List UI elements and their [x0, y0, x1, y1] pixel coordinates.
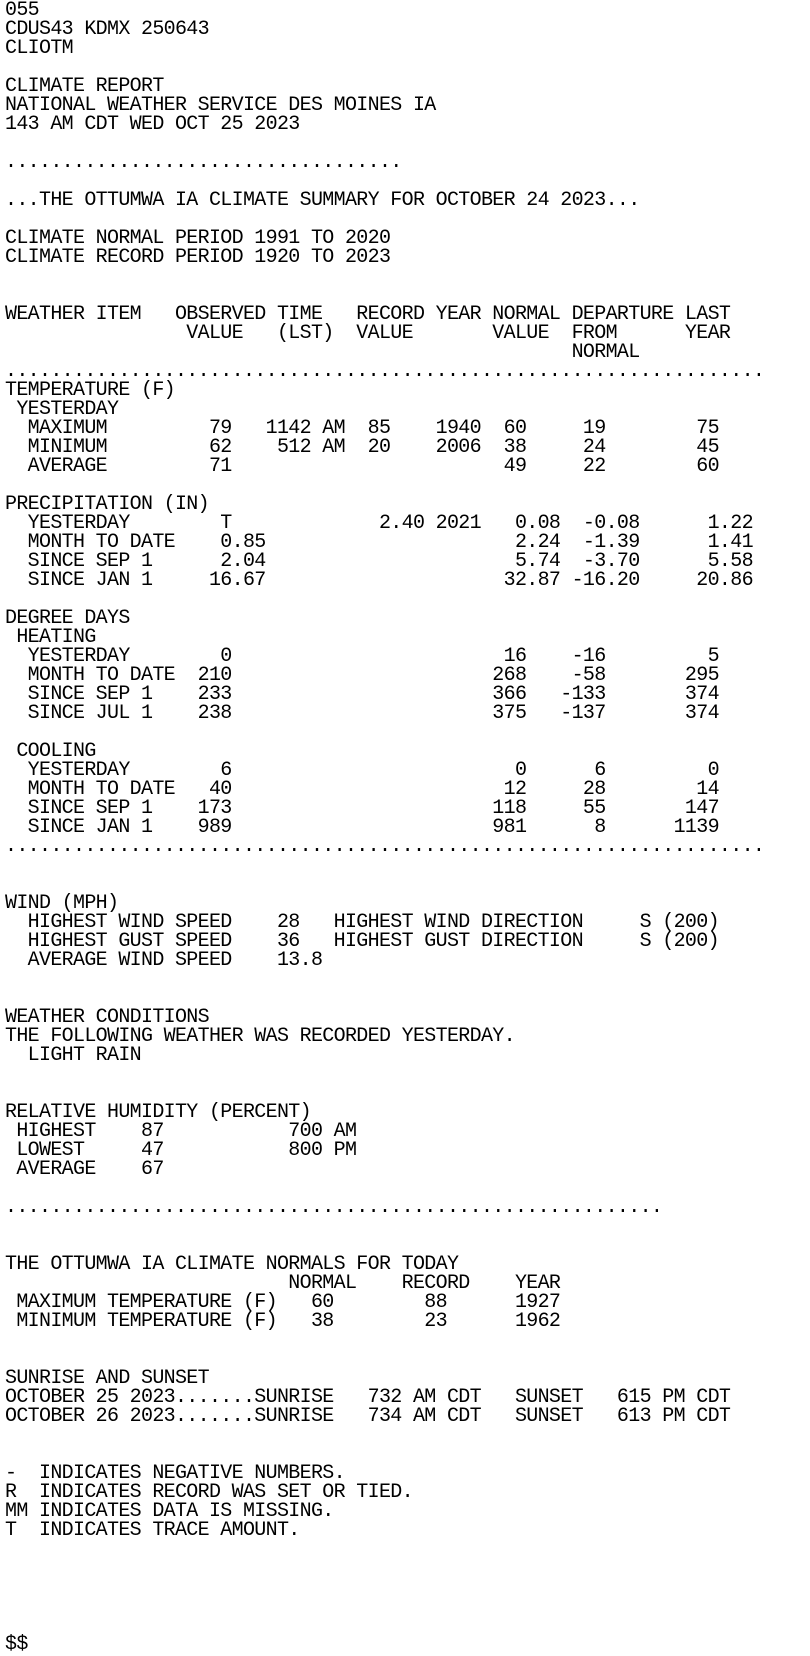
- report-line: YESTERDAY T 2.40 2021 0.08 -0.08 1.22: [5, 512, 753, 535]
- report-line: CLIMATE REPORT: [5, 75, 164, 98]
- report-line: R INDICATES RECORD WAS SET OR TIED.: [5, 1481, 413, 1504]
- report-line: HIGHEST WIND SPEED 28 HIGHEST WIND DIRECTION S (200): [5, 911, 719, 934]
- report-line: $$: [5, 1633, 28, 1656]
- report-line: SUNRISE AND SUNSET: [5, 1367, 209, 1390]
- report-line: ..........................................................: [5, 1196, 663, 1219]
- report-line: VALUE (LST) VALUE VALUE FROM YEAR: [5, 322, 731, 345]
- report-line: NORMAL: [5, 341, 640, 364]
- report-line: SINCE SEP 1 173 118 55 147: [5, 797, 719, 820]
- report-line: [5, 1559, 810, 1578]
- report-line: [5, 1578, 810, 1597]
- report-line: AVERAGE 67: [5, 1158, 164, 1181]
- report-line: SINCE SEP 1 233 366 -133 374: [5, 683, 719, 706]
- report-line: ...................................................................: [5, 360, 765, 383]
- report-line: THE FOLLOWING WEATHER WAS RECORDED YESTERDAY.: [5, 1025, 515, 1048]
- report-line: TEMPERATURE (F): [5, 379, 175, 402]
- report-line: OCTOBER 26 2023.......SUNRISE 734 AM CDT SUNSET 613 PM CDT: [5, 1405, 731, 1428]
- report-line: [5, 1217, 810, 1236]
- report-line: [5, 970, 810, 989]
- report-line: MAXIMUM TEMPERATURE (F) 60 88 1927: [5, 1291, 561, 1314]
- report-line: AVERAGE 71 49 22 60: [5, 455, 719, 478]
- report-line: WEATHER ITEM OBSERVED TIME RECORD YEAR NORMAL DEPARTURE LAST: [5, 303, 731, 326]
- report-line: HIGHEST 87 700 AM: [5, 1120, 357, 1143]
- report-line: COOLING: [5, 740, 96, 763]
- report-line: ...THE OTTUMWA IA CLIMATE SUMMARY FOR OCTOBER 24 2023...: [5, 189, 640, 212]
- report-line: CDUS43 KDMX 250643: [5, 18, 209, 41]
- report-line: SINCE JAN 1 989 981 8 1139: [5, 816, 719, 839]
- report-line: SINCE SEP 1 2.04 5.74 -3.70 5.58: [5, 550, 753, 573]
- report-line: HIGHEST GUST SPEED 36 HIGHEST GUST DIRECTION S (200): [5, 930, 719, 953]
- report-line: DEGREE DAYS: [5, 607, 130, 630]
- report-line: MINIMUM TEMPERATURE (F) 38 23 1962: [5, 1310, 561, 1333]
- report-line: 055: [5, 0, 39, 22]
- report-line: MINIMUM 62 512 AM 20 2006 38 24 45: [5, 436, 719, 459]
- report-line: [5, 1616, 810, 1635]
- report-line: OCTOBER 25 2023.......SUNRISE 732 AM CDT SUNSET 615 PM CDT: [5, 1386, 731, 1409]
- report-line: NORMAL RECORD YEAR: [5, 1272, 561, 1295]
- report-line: [5, 1597, 810, 1616]
- report-line: [5, 875, 810, 894]
- report-line: MONTH TO DATE 210 268 -58 295: [5, 664, 719, 687]
- report-line: [5, 1065, 810, 1084]
- report-line: 143 AM CDT WED OCT 25 2023: [5, 113, 300, 136]
- report-line: YESTERDAY 0 16 -16 5: [5, 645, 719, 668]
- report-line: [5, 1331, 810, 1350]
- report-line: - INDICATES NEGATIVE NUMBERS.: [5, 1462, 345, 1485]
- report-line: SINCE JUL 1 238 375 -137 374: [5, 702, 719, 725]
- report-line: WEATHER CONDITIONS: [5, 1006, 209, 1029]
- report-line: ...................................................................: [5, 835, 765, 858]
- report-line: HEATING: [5, 626, 96, 649]
- report-line: RELATIVE HUMIDITY (PERCENT): [5, 1101, 311, 1124]
- report-line: THE OTTUMWA IA CLIMATE NORMALS FOR TODAY: [5, 1253, 459, 1276]
- report-line: YESTERDAY 6 0 6 0: [5, 759, 719, 782]
- report-line: CLIMATE RECORD PERIOD 1920 TO 2023: [5, 246, 391, 269]
- report-line: MONTH TO DATE 40 12 28 14: [5, 778, 719, 801]
- report-line: CLIMATE NORMAL PERIOD 1991 TO 2020: [5, 227, 391, 250]
- report-line: CLIOTM: [5, 37, 73, 60]
- report-line: YESTERDAY: [5, 398, 119, 421]
- report-line: [5, 1426, 810, 1445]
- report-line: PRECIPITATION (IN): [5, 493, 209, 516]
- report-line: WIND (MPH): [5, 892, 119, 915]
- report-line: MONTH TO DATE 0.85 2.24 -1.39 1.41: [5, 531, 753, 554]
- report-line: T INDICATES TRACE AMOUNT.: [5, 1519, 300, 1542]
- report-line: LOWEST 47 800 PM: [5, 1139, 357, 1162]
- report-line: SINCE JAN 1 16.67 32.87 -16.20 20.86: [5, 569, 753, 592]
- report-line: [5, 856, 810, 875]
- report-line: [5, 1540, 810, 1559]
- report-line: ...................................: [5, 151, 402, 174]
- report-line: [5, 267, 810, 286]
- report-line: MM INDICATES DATA IS MISSING.: [5, 1500, 334, 1523]
- report-line: LIGHT RAIN: [5, 1044, 141, 1067]
- report-line: MAXIMUM 79 1142 AM 85 1940 60 19 75: [5, 417, 719, 440]
- report-line: NATIONAL WEATHER SERVICE DES MOINES IA: [5, 94, 436, 117]
- report-line: AVERAGE WIND SPEED 13.8: [5, 949, 323, 972]
- report-line: [5, 723, 810, 742]
